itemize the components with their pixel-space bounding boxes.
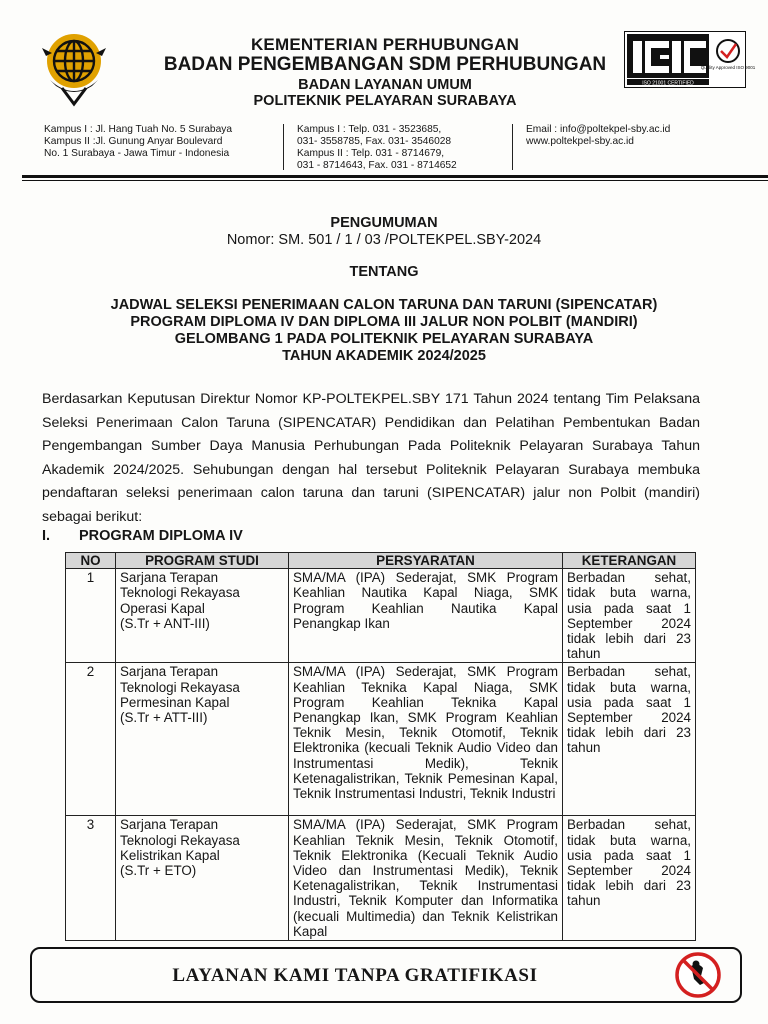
section-title: PROGRAM DIPLOMA IV xyxy=(79,528,243,544)
program-line: (S.Tr + ANT-III) xyxy=(120,615,210,631)
ministry-name: KEMENTERIAN PERHUBUNGAN xyxy=(250,35,520,54)
contact-info xyxy=(526,124,726,148)
column-header-notes: KETERANGAN xyxy=(563,553,696,569)
institution-name: POLITEKNIK PELAYARAN SURABAYA xyxy=(253,93,517,109)
row-number: 1 xyxy=(66,569,116,663)
unit-name: BADAN LAYANAN UMUM xyxy=(298,77,472,93)
column-header-no: NO xyxy=(66,553,116,569)
campus-address xyxy=(44,124,274,160)
letterhead-rule xyxy=(22,175,768,178)
requirements-cell: SMA/MA (IPA) Sederajat, SMK Program Keahlian Nautika Kapal Niaga, SMK Program Keahlian Nautika Kapal Penangkap Ikan xyxy=(289,569,563,663)
table-header-row xyxy=(66,553,696,569)
address-line: Kampus I : Jl. Hang Tuah No. 5 Surabaya xyxy=(44,124,233,135)
address-line: No. 1 Surabaya - Jawa Timur - Indonesia xyxy=(44,148,230,159)
divider xyxy=(283,124,284,170)
row-number: 3 xyxy=(66,816,116,941)
program-line: Teknologi Rekayasa xyxy=(120,679,240,695)
announcement-title-line: JADWAL SELEKSI PENERIMAAN CALON TARUNA DAN TARUNI (SIPENCATAR) xyxy=(110,297,658,313)
announcement-title-line: GELOMBANG 1 PADA POLITEKNIK PELAYARAN SURABAYA xyxy=(174,331,594,347)
table-row xyxy=(66,569,696,663)
announcement-heading: PENGUMUMAN xyxy=(330,215,438,231)
iso-label: ISO 21001 CERTIFIED xyxy=(642,80,694,87)
program-line: Teknologi Rekayasa xyxy=(120,832,240,848)
campus-phones xyxy=(297,124,507,172)
quality-label: Quality Approved ISO 9001 xyxy=(700,65,756,70)
program-line: Sarjana Terapan xyxy=(120,817,219,833)
requirements-cell: SMA/MA (IPA) Sederajat, SMK Program Keahlian Teknik Mesin, Teknik Otomotif, Teknik Elektronika (Kecuali Teknik Audio Video dan Instrumentasi Medik), Teknik Ketenagalistrikan, Teknik Instrumentasi Industri, Teknik Komputer dan Informatika (kecuali Multimedia) dan Teknik Kelistrikan Kapal xyxy=(289,816,563,941)
section-numeral: I. xyxy=(42,528,51,544)
phone-line: 031 - 8714643, Fax. 031 - 8714652 xyxy=(297,160,457,171)
program-table xyxy=(65,552,696,941)
phone-line: Kampus I : Telp. 031 - 3523685, xyxy=(297,124,442,135)
intro-paragraph: Berdasarkan Keputusan Direktur Nomor KP-POLTEKPEL.SBY 171 Tahun 2024 tentang Tim Pelaksana Seleksi Penerimaan Calon Taruna (SIPENCATAR) Pendidikan dan Pelatihan Pembentukan Badan Pengembangan Sumber Daya Manusia Perhubungan Pada Politeknik Pelayaran Surabaya Tahun Akademik 2024/2025. Sehubungan dengan hal tersebut Politeknik Pelayaran Surabaya membuka pendaftaran seleksi penerimaan calon taruna dan taruni (SIPENCATAR) jalur non Polbit (mandiri) sebagai berikut: xyxy=(42,391,700,525)
phone-line: Kampus II : Telp. 031 - 8714679, xyxy=(297,148,445,159)
website-link[interactable]: www.poltekpel-sby.ac.id xyxy=(526,136,634,147)
program-line: Sarjana Terapan xyxy=(120,664,219,680)
announcement-title-line: PROGRAM DIPLOMA IV DAN DIPLOMA III JALUR NON POLBIT (MANDIRI) xyxy=(130,314,638,330)
letterhead-rule-thin xyxy=(22,180,768,181)
email-link[interactable]: Email : info@poltekpel-sby.ac.id xyxy=(526,124,671,135)
no-gratification-icon xyxy=(675,952,721,998)
divider xyxy=(512,124,513,170)
requirements-cell: SMA/MA (IPA) Sederajat, SMK Program Keahlian Teknika Kapal Niaga, SMK Program Keahlian Teknika Kapal Penangkap Ikan, SMK Program Keahlian Teknik Mesin, Teknik Otomotif, Teknik Elektronika (kecuali Teknik Audio Video dan Instrumentasi Medik), Teknik Ketenagalistrikan, Teknik Pemesinan Kapal, Teknik Instrumentasi Industri, Teknik Industri xyxy=(289,663,563,816)
program-line: (S.Tr + ETO) xyxy=(120,863,197,879)
table-row xyxy=(66,663,696,816)
program-line: Operasi Kapal xyxy=(120,600,205,616)
iso-certification-icon xyxy=(624,31,756,88)
program-cell xyxy=(116,663,289,816)
row-number: 2 xyxy=(66,663,116,816)
announcement-about: TENTANG xyxy=(349,264,419,280)
notes-cell: Berbadan sehat, tidak buta warna, usia pada saat 1 September 2024 tidak lebih dari 23 tahun xyxy=(563,816,696,941)
table-row xyxy=(66,816,696,941)
program-cell xyxy=(116,569,289,663)
column-header-requirements: PERSYARATAN xyxy=(289,553,563,569)
program-line: Permesinan Kapal xyxy=(120,694,230,710)
program-cell xyxy=(116,816,289,941)
notes-cell: Berbadan sehat, tidak buta warna, usia pada saat 1 September 2024 tidak lebih dari 23 tahun xyxy=(563,569,696,663)
program-line: (S.Tr + ATT-III) xyxy=(120,710,208,726)
notes-cell: Berbadan sehat, tidak buta warna, usia pada saat 1 September 2024 tidak lebih dari 23 tahun xyxy=(563,663,696,816)
program-line: Teknologi Rekayasa xyxy=(120,585,240,601)
phone-line: 031- 3558785, Fax. 031- 3546028 xyxy=(297,136,452,147)
announcement-title-line: TAHUN AKADEMIK 2024/2025 xyxy=(282,348,486,364)
program-line: Kelistrikan Kapal xyxy=(120,847,220,863)
program-line: Sarjana Terapan xyxy=(120,570,219,586)
footer-slogan: LAYANAN KAMI TANPA GRATIFIKASI xyxy=(172,965,538,986)
column-header-program: PROGRAM STUDI xyxy=(116,553,289,569)
agency-name: BADAN PENGEMBANGAN SDM PERHUBUNGAN xyxy=(163,54,607,75)
address-line: Kampus II :Jl. Gunung Anyar Boulevard xyxy=(44,136,223,147)
ministry-emblem-icon xyxy=(40,30,108,106)
announcement-number: Nomor: SM. 501 / 1 / 03 /POLTEKPEL.SBY-2024 xyxy=(226,232,542,248)
